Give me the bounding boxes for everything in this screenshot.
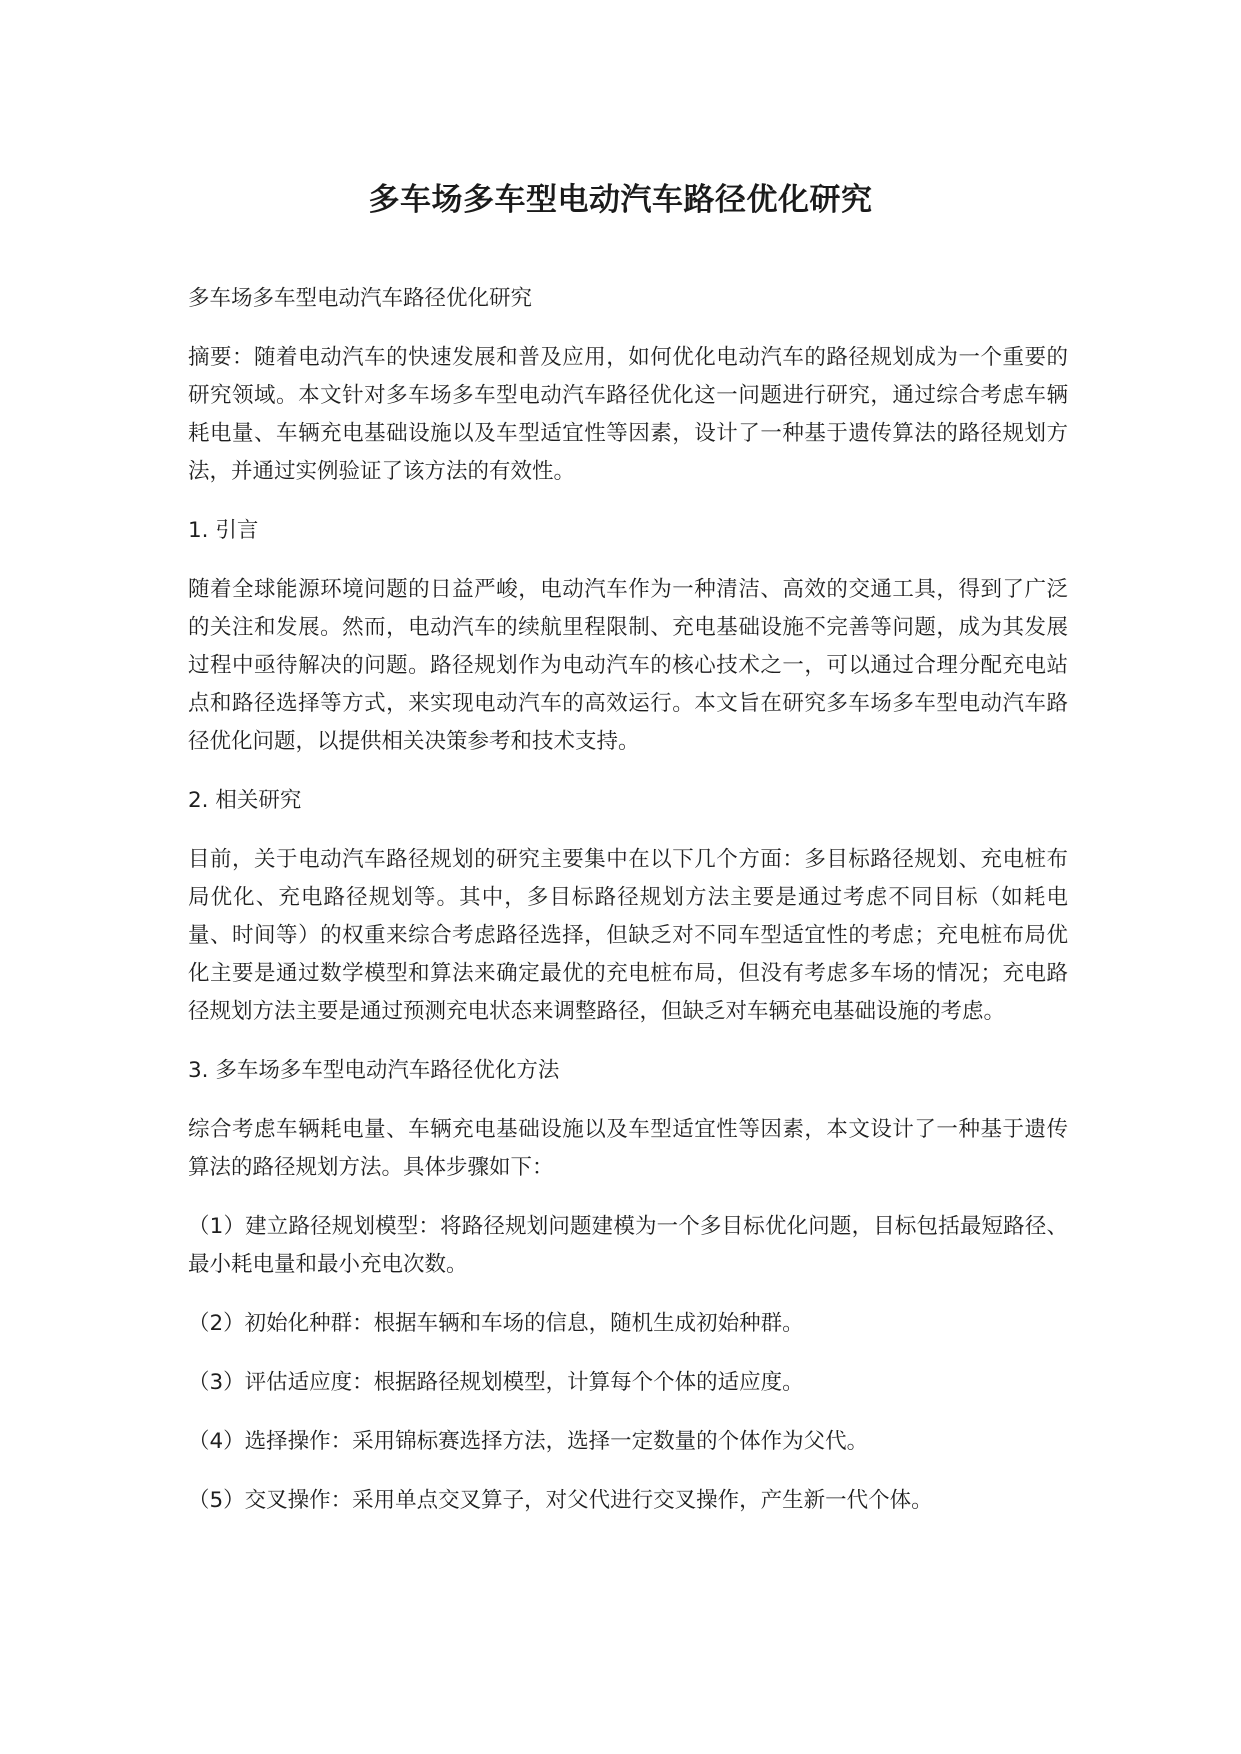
method-step: （4）选择操作：采用锦标赛选择方法，选择一定数量的个体作为父代。 <box>188 1429 869 1454</box>
page-title: 多车场多车型电动汽车路径优化研究 <box>368 182 873 218</box>
method-step: （2）初始化种群：根据车辆和车场的信息，随机生成初始种群。 <box>188 1311 804 1336</box>
introduction-paragraph: 随着全球能源环境问题的日益严峻，电动汽车作为一种清洁、高效的交通工具，得到了广泛的关注和发展。然而，电动汽车的续航里程限制、充电基础设施不完善等问题，成为其发展过程中亟待解决的问题。路径规划作为电动汽车的核心技术之一，可以通过合理分配充电站点和路径选择等方式，来实现电动汽车的高效运行。本文旨在研究多车场多车型电动汽车路径优化问题，以提供相关决策参考和技术支持。 <box>188 577 1068 754</box>
abstract-paragraph: 摘要：随着电动汽车的快速发展和普及应用，如何优化电动汽车的路径规划成为一个重要的研究领域。本文针对多车场多车型电动汽车路径优化这一问题进行研究，通过综合考虑车辆耗电量、车辆充电基础设施以及车型适宜性等因素，设计了一种基于遗传算法的路径规划方法，并通过实例验证了该方法的有效性。 <box>188 345 1068 484</box>
document-body <box>188 280 1068 1541</box>
section-heading-introduction: 1. 引言 <box>188 518 259 543</box>
document-subtitle: 多车场多车型电动汽车路径优化研究 <box>188 286 533 311</box>
method-step: （3）评估适应度：根据路径规划模型，计算每个个体的适应度。 <box>188 1370 804 1395</box>
method-step: （5）交叉操作：采用单点交叉算子，对父代进行交叉操作，产生新一代个体。 <box>188 1488 933 1513</box>
method-step: （1）建立路径规划模型：将路径规划问题建模为一个多目标优化问题，目标包括最短路径、最小耗电量和最小充电次数。 <box>188 1214 1068 1277</box>
section-heading-method: 3. 多车场多车型电动汽车路径优化方法 <box>188 1058 560 1083</box>
method-steps-list <box>188 1208 1068 1520</box>
section-heading-related-work: 2. 相关研究 <box>188 788 302 813</box>
method-paragraph: 综合考虑车辆耗电量、车辆充电基础设施以及车型适宜性等因素，本文设计了一种基于遗传算法的路径规划方法。具体步骤如下： <box>188 1117 1068 1180</box>
related-work-paragraph: 目前，关于电动汽车路径规划的研究主要集中在以下几个方面：多目标路径规划、充电桩布局优化、充电路径规划等。其中，多目标路径规划方法主要是通过考虑不同目标（如耗电量、时间等）的权重来综合考虑路径选择，但缺乏对不同车型适宜性的考虑；充电桩布局优化主要是通过数学模型和算法来确定最优的充电桩布局，但没有考虑多车场的情况；充电路径规划方法主要是通过预测充电状态来调整路径，但缺乏对车辆充电基础设施的考虑。 <box>188 847 1068 1024</box>
